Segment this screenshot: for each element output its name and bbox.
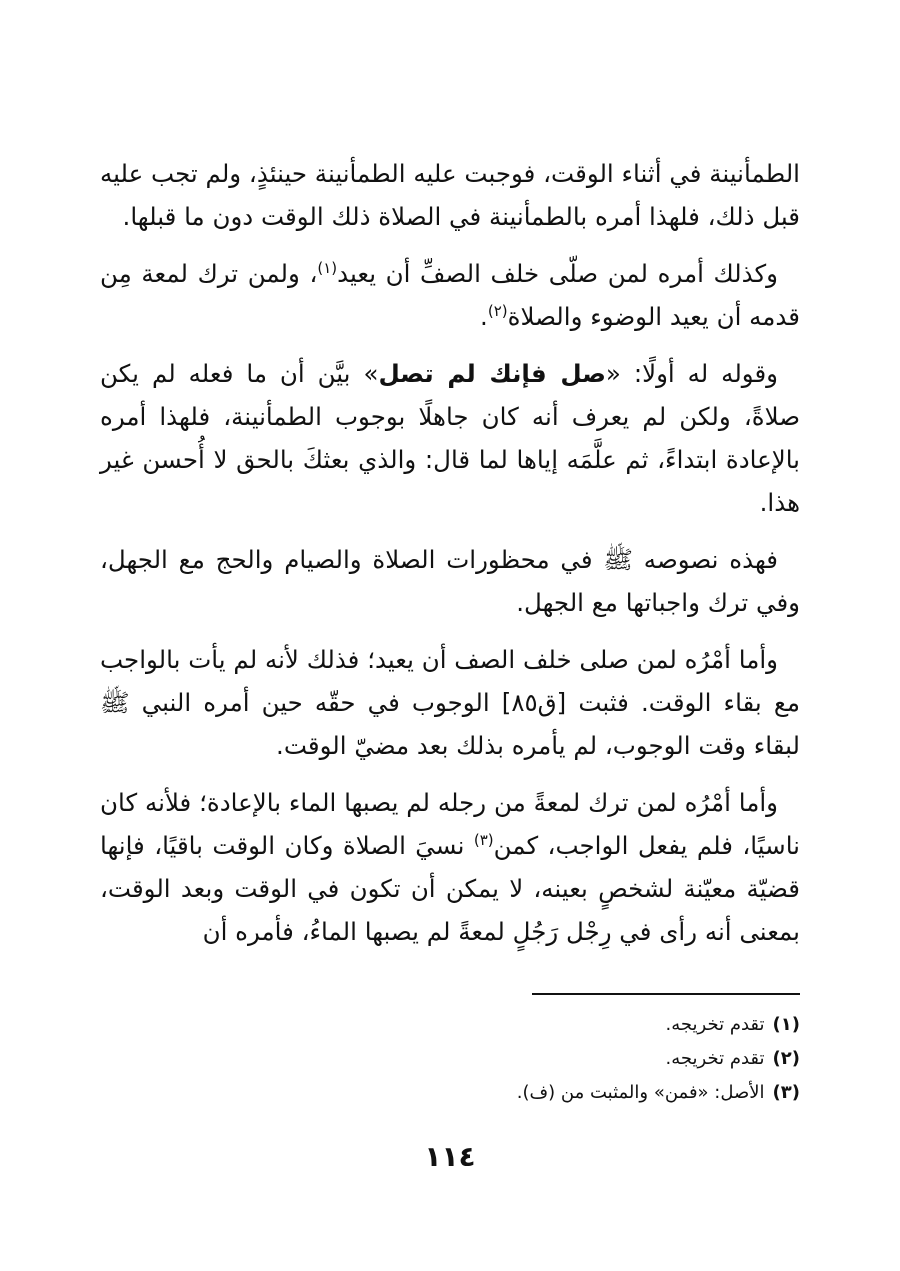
paragraph-text: فهذه نصوصه ﷺ في محظورات الصلاة والصيام والحج مع الجهل، وفي ترك واجباتها مع الجهل.	[100, 545, 800, 617]
paragraph-text: نسيَ الصلاة وكان الوقت باقيًا، فإنها قضيّة معيّنة لشخصٍ بعينه، لا يمكن أن تكون في الوقت وبعد الوقت، بمعنى أنه رأى في رِجْل رَجُلٍ لمعةً لم يصبها الماءُ، فأمره أن	[100, 831, 800, 946]
paragraph	[100, 252, 800, 338]
footnote-reference: (٢)	[487, 301, 508, 320]
paragraph	[100, 781, 800, 953]
paragraph	[100, 638, 800, 767]
footnote-reference: (٣)	[473, 830, 494, 849]
paragraph-text: وأما أمْرُه لمن صلى خلف الصف أن يعيد؛ فذلك لأنه لم يأت بالواجب مع بقاء الوقت. فثبت [ق٨٥] الوجوب في حقّه حين أمره النبي ﷺ لبقاء وقت الوجوب، لم يأمره بذلك بعد مضيّ الوقت.	[100, 645, 800, 760]
footnote-number: (٢)	[772, 1048, 800, 1069]
paragraph	[100, 538, 800, 624]
footnote-reference: (١)	[317, 258, 338, 277]
paragraph-text: وأما أمْرُه لمن ترك لمعةً من رجله لم يصبها الماء بالإعادة؛ فلأنه كان ناسيًا، فلم يفعل الواجب، كمن	[100, 788, 800, 860]
footnote-number: (٣)	[772, 1082, 800, 1103]
paragraph	[100, 352, 800, 524]
footnote-text: تقدم تخريجه.	[665, 1048, 765, 1069]
footnote-text: تقدم تخريجه.	[665, 1014, 765, 1035]
page-number: ١١٤	[424, 1140, 476, 1173]
paragraph-text: وكذلك أمره لمن صلّى خلف الصفِّ أن يعيد	[337, 259, 778, 288]
paragraph-text: » بيَّن أن ما فعله لم يكن صلاةً، ولكن لم يعرف أنه كان جاهلًا بوجوب الطمأنينة، فلهذا أمره بالإعادة ابتداءً، ثم علَّمَه إياها لما قال: والذي بعثكَ بالحق لا أُحسن غير هذا.	[100, 359, 800, 517]
body-text	[100, 152, 800, 967]
footnote	[100, 1042, 800, 1076]
paragraph	[100, 152, 800, 238]
footnote-separator	[532, 993, 800, 995]
paragraph-text: وقوله له أولًا: «	[605, 359, 778, 388]
paragraph-text: .	[480, 302, 488, 331]
footnote-text: الأصل: «فمن» والمثبت من (ف).	[516, 1082, 765, 1103]
footnotes	[100, 1008, 800, 1110]
footnote	[100, 1076, 800, 1110]
paragraph-text: الطمأنينة في أثناء الوقت، فوجبت عليه الطمأنينة حينئذٍ، ولم تجب عليه قبل ذلك، فلهذا أمره بالطمأنينة في الصلاة ذلك الوقت دون ما قبلها.	[100, 159, 800, 231]
paragraph-text: ، ولمن ترك لمعة مِن قدمه أن يعيد الوضوء والصلاة	[100, 259, 800, 331]
quoted-hadith-text: صل فإنك لم تصل	[378, 359, 606, 388]
footnote-number: (١)	[772, 1014, 800, 1035]
footnote	[100, 1008, 800, 1042]
